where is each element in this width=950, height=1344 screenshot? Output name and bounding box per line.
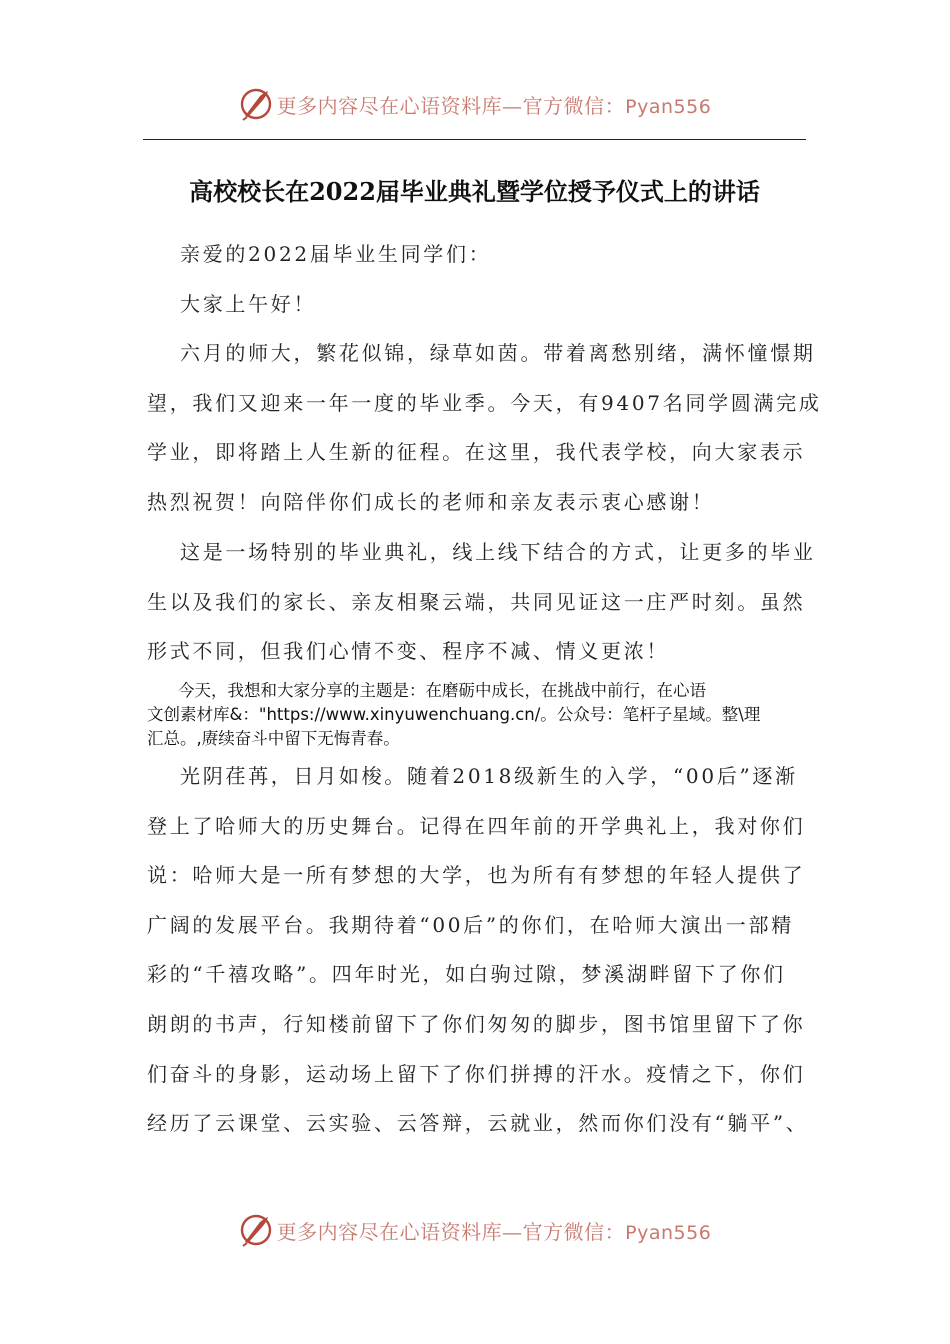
text-line: 这是一场特别的毕业典礼，线上线下结合的方式，让更多的毕业 [180, 540, 816, 564]
greeting-text: 大家上午好！ [180, 291, 317, 316]
text-line: 望，我们又迎来一年一度的毕业季。今天，有9407名同学圆满完成 [147, 390, 822, 415]
header-rule [143, 139, 806, 140]
text-line: 热烈祝贺！向陪伴你们成长的老师和亲友表示衷心感谢！ [147, 489, 715, 514]
banner-text [277, 90, 712, 119]
wechat-id: Pyan556 [625, 95, 712, 118]
text-line: 朗朗的书声，行知楼前留下了你们匆匆的脚步，图书馆里留下了你 [147, 1011, 806, 1036]
footer-banner [0, 1210, 950, 1250]
text-line: 光阴荏苒，日月如梭。随着2018级新生的入学，“00后”逐渐 [180, 764, 798, 788]
text-line: 汇总。,赓续奋斗中留下无悔青春。 [147, 729, 400, 748]
text-line: 生以及我们的家长、亲友相聚云端，共同见证这一庄严时刻。虽然 [147, 589, 806, 614]
paragraph-1 [147, 329, 822, 527]
banner-separator: — [502, 93, 523, 118]
text-line: 广阔的发展平台。我期待着“00后”的你们，在哈师大演出一部精 [147, 912, 794, 937]
salutation [147, 230, 807, 329]
paragraph-3 [147, 679, 807, 751]
wechat-label: 官方微信： [522, 1219, 626, 1244]
text-line: 文创素材库&："https://www.xinyuwenchuang.cn/。公众号：笔杆子星域。整\理 [147, 705, 761, 724]
text-line: 学业，即将踏上人生新的征程。在这里，我代表学校，向大家表示 [147, 440, 806, 465]
text-line: 说：哈师大是一所有梦想的大学，也为所有有梦想的年轻人提供了 [147, 863, 806, 888]
text-line: 经历了云课堂、云实验、云答辩，云就业，然而你们没有“躺平”、 [147, 1111, 809, 1136]
brand-text: 更多内容尽在心语资料库 [276, 1219, 503, 1244]
text-line: 登上了哈师大的历史舞台。记得在四年前的开学典礼上，我对你们 [147, 813, 806, 838]
paragraph-4 [147, 752, 807, 1149]
header-banner [0, 84, 950, 124]
banner-text [277, 1216, 712, 1245]
wechat-id: Pyan556 [625, 1221, 712, 1244]
text-line: 形式不同，但我们心情不变、程序不减、情义更浓！ [147, 639, 670, 664]
brand-text: 更多内容尽在心语资料库 [276, 93, 503, 118]
text-line: 六月的师大，繁花似锦，绿草如茵。带着离愁别绪，满怀憧憬期 [180, 341, 816, 365]
text-line: 彩的“千禧攻略”。四年时光，如白驹过隙，梦溪湖畔留下了你们 [147, 962, 786, 987]
text-line: 们奋斗的身影，运动场上留下了你们拼搏的汗水。疫情之下，你们 [147, 1061, 806, 1086]
paragraph-2 [147, 528, 816, 677]
text-line: 今天，我想和大家分享的主题是：在磨砺中成长，在挑战中前行，在心语 [178, 681, 706, 700]
document-title: 高校校长在2022届毕业典礼暨学位授予仪式上的讲话 [189, 177, 760, 206]
quill-pen-circle-icon [239, 87, 273, 121]
wechat-label: 官方微信： [522, 93, 626, 118]
quill-pen-circle-icon [239, 1213, 273, 1247]
banner-separator: — [502, 1219, 523, 1244]
salutation-text: 亲爱的2022届毕业生同学们： [180, 242, 492, 266]
